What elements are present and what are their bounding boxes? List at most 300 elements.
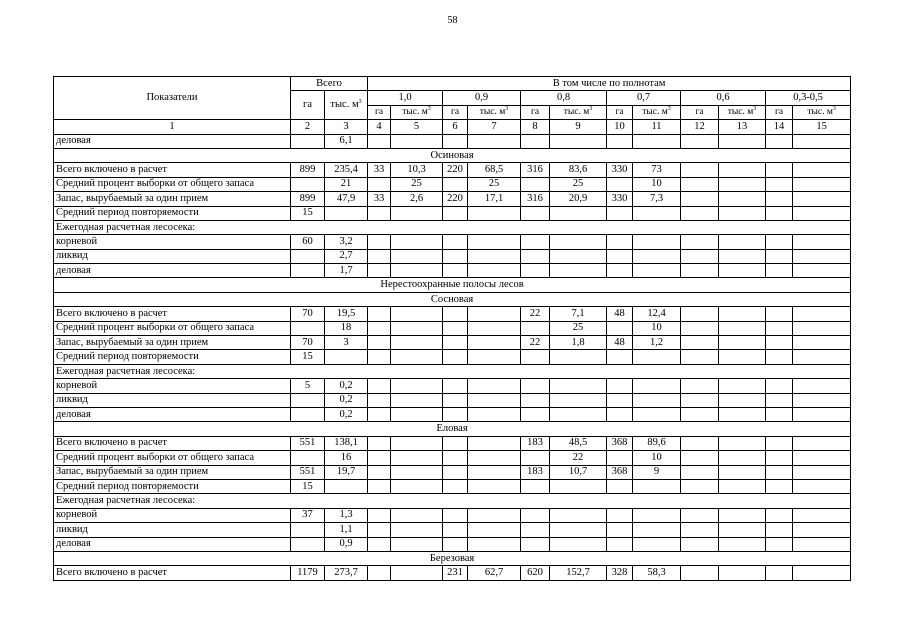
table-cell: 330 (607, 192, 633, 206)
table-cell (766, 465, 793, 479)
table-cell (607, 350, 633, 364)
table-cell (681, 465, 719, 479)
table-cell (521, 523, 550, 537)
table-cell: 1179 (291, 566, 325, 580)
header-unit-volume: тыс. $м^3$ (793, 105, 851, 119)
table-row (54, 479, 851, 493)
table-cell: 22 (521, 336, 550, 350)
table-cell (793, 436, 851, 450)
table-cell (719, 523, 766, 537)
table-cell (633, 379, 681, 393)
table-cell (391, 479, 443, 493)
header-unit-ha: га (681, 105, 719, 119)
table-cell: 89,6 (633, 436, 681, 450)
table-cell (468, 523, 521, 537)
row-label: Запас, вырубаемый за один прием (54, 465, 291, 479)
table-cell: 328 (607, 566, 633, 580)
table-cell (550, 134, 607, 148)
table-cell (607, 321, 633, 335)
table-cell (391, 350, 443, 364)
table-row (54, 566, 851, 580)
header-row-column-numbers (54, 120, 851, 134)
table-cell: 316 (521, 163, 550, 177)
table-cell (793, 321, 851, 335)
table-cell (633, 407, 681, 421)
table-cell (368, 235, 391, 249)
table-cell (766, 379, 793, 393)
table-cell: 152,7 (550, 566, 607, 580)
table-cell (443, 177, 468, 191)
table-cell (443, 134, 468, 148)
table-cell (443, 523, 468, 537)
table-cell (468, 235, 521, 249)
table-cell (793, 206, 851, 220)
table-row (54, 163, 851, 177)
table-cell (719, 264, 766, 278)
table-cell: 551 (291, 465, 325, 479)
table-cell (468, 407, 521, 421)
header-density: 0,9 (443, 91, 521, 105)
table-cell (291, 177, 325, 191)
table-row (54, 523, 851, 537)
column-number: 14 (766, 120, 793, 134)
table-cell (607, 393, 633, 407)
table-cell (766, 508, 793, 522)
table-cell (719, 336, 766, 350)
table-cell: 17,1 (468, 192, 521, 206)
table-row (54, 393, 851, 407)
section-title: Нерестоохранные полосы лесов (54, 278, 851, 292)
table-cell (633, 264, 681, 278)
table-cell: 16 (325, 451, 368, 465)
table-cell: 620 (521, 566, 550, 580)
table-cell (368, 479, 391, 493)
table-cell (633, 479, 681, 493)
row-label: Ежегодная расчетная лесосека: (54, 494, 851, 508)
table-cell (368, 393, 391, 407)
table-cell (766, 206, 793, 220)
table-cell: 48 (607, 307, 633, 321)
table-cell (607, 479, 633, 493)
table-cell (468, 479, 521, 493)
table-cell: 25 (391, 177, 443, 191)
column-number: 3 (325, 120, 368, 134)
table-cell: 60 (291, 235, 325, 249)
table-cell (391, 379, 443, 393)
page-number: 58 (447, 15, 458, 26)
row-label: деловая (54, 134, 291, 148)
table-cell: 22 (521, 307, 550, 321)
table-cell: 22 (550, 451, 607, 465)
table-cell (681, 537, 719, 551)
table-cell (443, 350, 468, 364)
table-cell: 368 (607, 436, 633, 450)
table-row (54, 235, 851, 249)
table-cell (681, 393, 719, 407)
table-cell (521, 321, 550, 335)
row-label: ликвид (54, 393, 291, 407)
header-density: 0,3-0,5 (766, 91, 851, 105)
table-cell (391, 321, 443, 335)
row-label: Средний период повторяемости (54, 479, 291, 493)
table-cell (368, 336, 391, 350)
header-row-1 (54, 77, 851, 91)
table-cell (766, 177, 793, 191)
column-number: 9 (550, 120, 607, 134)
row-label: Всего включено в расчет (54, 566, 291, 580)
table-cell (793, 249, 851, 263)
section-row (54, 551, 851, 565)
row-label: Средний период повторяемости (54, 206, 291, 220)
table-cell: 25 (550, 321, 607, 335)
table-cell (793, 163, 851, 177)
table-cell (391, 264, 443, 278)
table-cell (550, 537, 607, 551)
table-cell (468, 537, 521, 551)
table-cell (766, 393, 793, 407)
table-cell (719, 407, 766, 421)
table-cell: 25 (468, 177, 521, 191)
table-cell (766, 264, 793, 278)
table-cell (681, 350, 719, 364)
table-cell: 368 (607, 465, 633, 479)
table-cell (681, 336, 719, 350)
column-number: 4 (368, 120, 391, 134)
table-cell: 235,4 (325, 163, 368, 177)
table-cell (766, 307, 793, 321)
table-cell (681, 177, 719, 191)
table-cell (550, 508, 607, 522)
table-body (54, 134, 851, 580)
table-row (54, 321, 851, 335)
table-cell: 138,1 (325, 436, 368, 450)
row-label: Средний процент выборки от общего запаса (54, 451, 291, 465)
table-cell (443, 508, 468, 522)
table-cell (368, 465, 391, 479)
table-cell: 330 (607, 163, 633, 177)
table-cell (468, 379, 521, 393)
table-cell (607, 177, 633, 191)
table-cell (443, 336, 468, 350)
column-number: 13 (719, 120, 766, 134)
table-cell (607, 206, 633, 220)
table-cell: 83,6 (550, 163, 607, 177)
table-cell (766, 523, 793, 537)
table-cell (521, 350, 550, 364)
header-including: В том числе по полнотам (368, 77, 851, 91)
table-cell (793, 479, 851, 493)
table-cell: 10,3 (391, 163, 443, 177)
table-row (54, 249, 851, 263)
table-cell: 3,2 (325, 235, 368, 249)
table-cell: 2,6 (391, 192, 443, 206)
header-unit-volume: тыс. $м^3$ (550, 105, 607, 119)
table-cell (391, 465, 443, 479)
table-cell (681, 163, 719, 177)
table-row (54, 206, 851, 220)
table-cell (793, 407, 851, 421)
table-row (54, 465, 851, 479)
table-cell (550, 523, 607, 537)
table-cell (607, 264, 633, 278)
section-row (54, 422, 851, 436)
table-cell: 183 (521, 436, 550, 450)
table-cell (766, 163, 793, 177)
table-cell (443, 393, 468, 407)
table-cell (521, 479, 550, 493)
table-cell: 33 (368, 163, 391, 177)
table-cell: 25 (550, 177, 607, 191)
column-number: 1 (54, 120, 291, 134)
table-cell (368, 134, 391, 148)
header-density: 0,8 (521, 91, 607, 105)
section-row (54, 278, 851, 292)
table-cell: 316 (521, 192, 550, 206)
table-cell (719, 307, 766, 321)
table-cell (391, 407, 443, 421)
table-cell (766, 407, 793, 421)
table-cell (766, 249, 793, 263)
table-cell (766, 537, 793, 551)
table-cell: 73 (633, 163, 681, 177)
table-cell (681, 192, 719, 206)
row-label: ликвид (54, 249, 291, 263)
table-cell (325, 206, 368, 220)
table-cell: 7,1 (550, 307, 607, 321)
table-cell: 37 (291, 508, 325, 522)
table-cell: 19,7 (325, 465, 368, 479)
column-number: 6 (443, 120, 468, 134)
table-cell (719, 177, 766, 191)
row-label: Запас, вырубаемый за один прием (54, 336, 291, 350)
header-unit-ha: га (521, 105, 550, 119)
table-cell (719, 479, 766, 493)
table-cell: 9 (633, 465, 681, 479)
table-cell (793, 336, 851, 350)
table-cell (368, 307, 391, 321)
table-cell (443, 321, 468, 335)
table-cell: 68,5 (468, 163, 521, 177)
table-cell (681, 508, 719, 522)
table-cell (681, 235, 719, 249)
table-cell: 10 (633, 177, 681, 191)
table-cell (793, 393, 851, 407)
table-cell: 3 (325, 336, 368, 350)
table-cell: 551 (291, 436, 325, 450)
table-cell: 12,4 (633, 307, 681, 321)
row-label: корневой (54, 235, 291, 249)
table-cell (443, 249, 468, 263)
table-cell (719, 508, 766, 522)
table-cell: 1,2 (633, 336, 681, 350)
table-cell (443, 264, 468, 278)
table-cell (607, 407, 633, 421)
table-cell (793, 264, 851, 278)
table-cell (766, 451, 793, 465)
table-cell (550, 379, 607, 393)
table-cell (793, 192, 851, 206)
table-cell (719, 566, 766, 580)
row-label: Всего включено в расчет (54, 307, 291, 321)
table-cell (793, 508, 851, 522)
table-cell (719, 537, 766, 551)
table-cell (719, 350, 766, 364)
row-label: деловая (54, 407, 291, 421)
table-cell: 220 (443, 192, 468, 206)
table-row (54, 336, 851, 350)
table-header (54, 77, 851, 135)
column-number: 8 (521, 120, 550, 134)
table-row (54, 451, 851, 465)
table-cell (368, 350, 391, 364)
table-cell (391, 235, 443, 249)
row-label: Запас, вырубаемый за один прием (54, 192, 291, 206)
table-cell (291, 407, 325, 421)
table-cell (766, 436, 793, 450)
table-cell (368, 508, 391, 522)
table-cell (521, 407, 550, 421)
header-unit-ha: га (443, 105, 468, 119)
header-unit-volume: тыс. $м^3$ (468, 105, 521, 119)
table-row (54, 364, 851, 378)
section-title: Березовая (54, 551, 851, 565)
table-cell (368, 436, 391, 450)
table-cell (633, 206, 681, 220)
table-cell (443, 436, 468, 450)
table-cell (443, 307, 468, 321)
table-cell (368, 451, 391, 465)
table-row (54, 537, 851, 551)
table-cell (793, 537, 851, 551)
table-cell (443, 537, 468, 551)
table-cell (368, 206, 391, 220)
table-cell (766, 192, 793, 206)
table-cell (550, 479, 607, 493)
table-cell (391, 134, 443, 148)
table-cell (719, 235, 766, 249)
section-title: Осиновая (54, 148, 851, 162)
table-cell (719, 192, 766, 206)
table-cell (719, 379, 766, 393)
table-row (54, 177, 851, 191)
table-cell (681, 134, 719, 148)
table-cell (468, 350, 521, 364)
table-row (54, 508, 851, 522)
header-total: Всего (291, 77, 368, 91)
table-cell (291, 321, 325, 335)
table-row (54, 134, 851, 148)
table-cell: 10,7 (550, 465, 607, 479)
table-cell: 0,2 (325, 407, 368, 421)
table-cell (443, 379, 468, 393)
table-cell (607, 379, 633, 393)
table-cell (550, 407, 607, 421)
table-cell (793, 235, 851, 249)
section-title: Сосновая (54, 292, 851, 306)
table-cell (391, 508, 443, 522)
table-cell (793, 523, 851, 537)
table-cell (766, 336, 793, 350)
table-row (54, 220, 851, 234)
table-cell (681, 407, 719, 421)
table-cell (521, 177, 550, 191)
table-cell (681, 264, 719, 278)
table-cell (719, 134, 766, 148)
table-cell (325, 479, 368, 493)
table-cell (607, 523, 633, 537)
table-cell: 15 (291, 479, 325, 493)
table-cell (443, 451, 468, 465)
section-row (54, 148, 851, 162)
table-cell: 48,5 (550, 436, 607, 450)
table-cell (521, 379, 550, 393)
table-cell (443, 465, 468, 479)
table-cell (521, 134, 550, 148)
table-cell (368, 249, 391, 263)
row-label: деловая (54, 537, 291, 551)
table-cell (633, 134, 681, 148)
table-cell (468, 451, 521, 465)
column-number: 15 (793, 120, 851, 134)
table-cell (325, 350, 368, 364)
header-unit-ha: га (766, 105, 793, 119)
table-cell (681, 566, 719, 580)
table-cell (521, 451, 550, 465)
table-cell (766, 235, 793, 249)
section-row (54, 292, 851, 306)
table-cell: 899 (291, 192, 325, 206)
table-cell (391, 537, 443, 551)
table-cell (719, 451, 766, 465)
table-cell (521, 508, 550, 522)
table-cell (521, 537, 550, 551)
row-label: Средний процент выборки от общего запаса (54, 321, 291, 335)
table-cell (468, 436, 521, 450)
table-cell: 1,1 (325, 523, 368, 537)
table-cell (633, 523, 681, 537)
table-cell (391, 451, 443, 465)
section-title: Еловая (54, 422, 851, 436)
table-cell (368, 177, 391, 191)
table-cell (368, 407, 391, 421)
table-cell (391, 436, 443, 450)
table-cell (793, 566, 851, 580)
table-cell: 231 (443, 566, 468, 580)
column-number: 12 (681, 120, 719, 134)
table-cell (681, 307, 719, 321)
table-cell (368, 566, 391, 580)
header-unit-volume: тыс. $м^3$ (719, 105, 766, 119)
table-cell (291, 451, 325, 465)
table-row (54, 192, 851, 206)
table-cell (681, 249, 719, 263)
table-cell: 18 (325, 321, 368, 335)
table-cell (468, 508, 521, 522)
table-cell (368, 537, 391, 551)
table-cell: 48 (607, 336, 633, 350)
table-cell: 21 (325, 177, 368, 191)
table-cell (291, 264, 325, 278)
cutting-area-table (53, 76, 851, 581)
row-label: Ежегодная расчетная лесосека: (54, 220, 851, 234)
row-label: деловая (54, 264, 291, 278)
table-cell (468, 264, 521, 278)
table-cell (719, 465, 766, 479)
table-cell (468, 336, 521, 350)
table-cell: 0,9 (325, 537, 368, 551)
table-cell (391, 523, 443, 537)
table-cell: 62,7 (468, 566, 521, 580)
